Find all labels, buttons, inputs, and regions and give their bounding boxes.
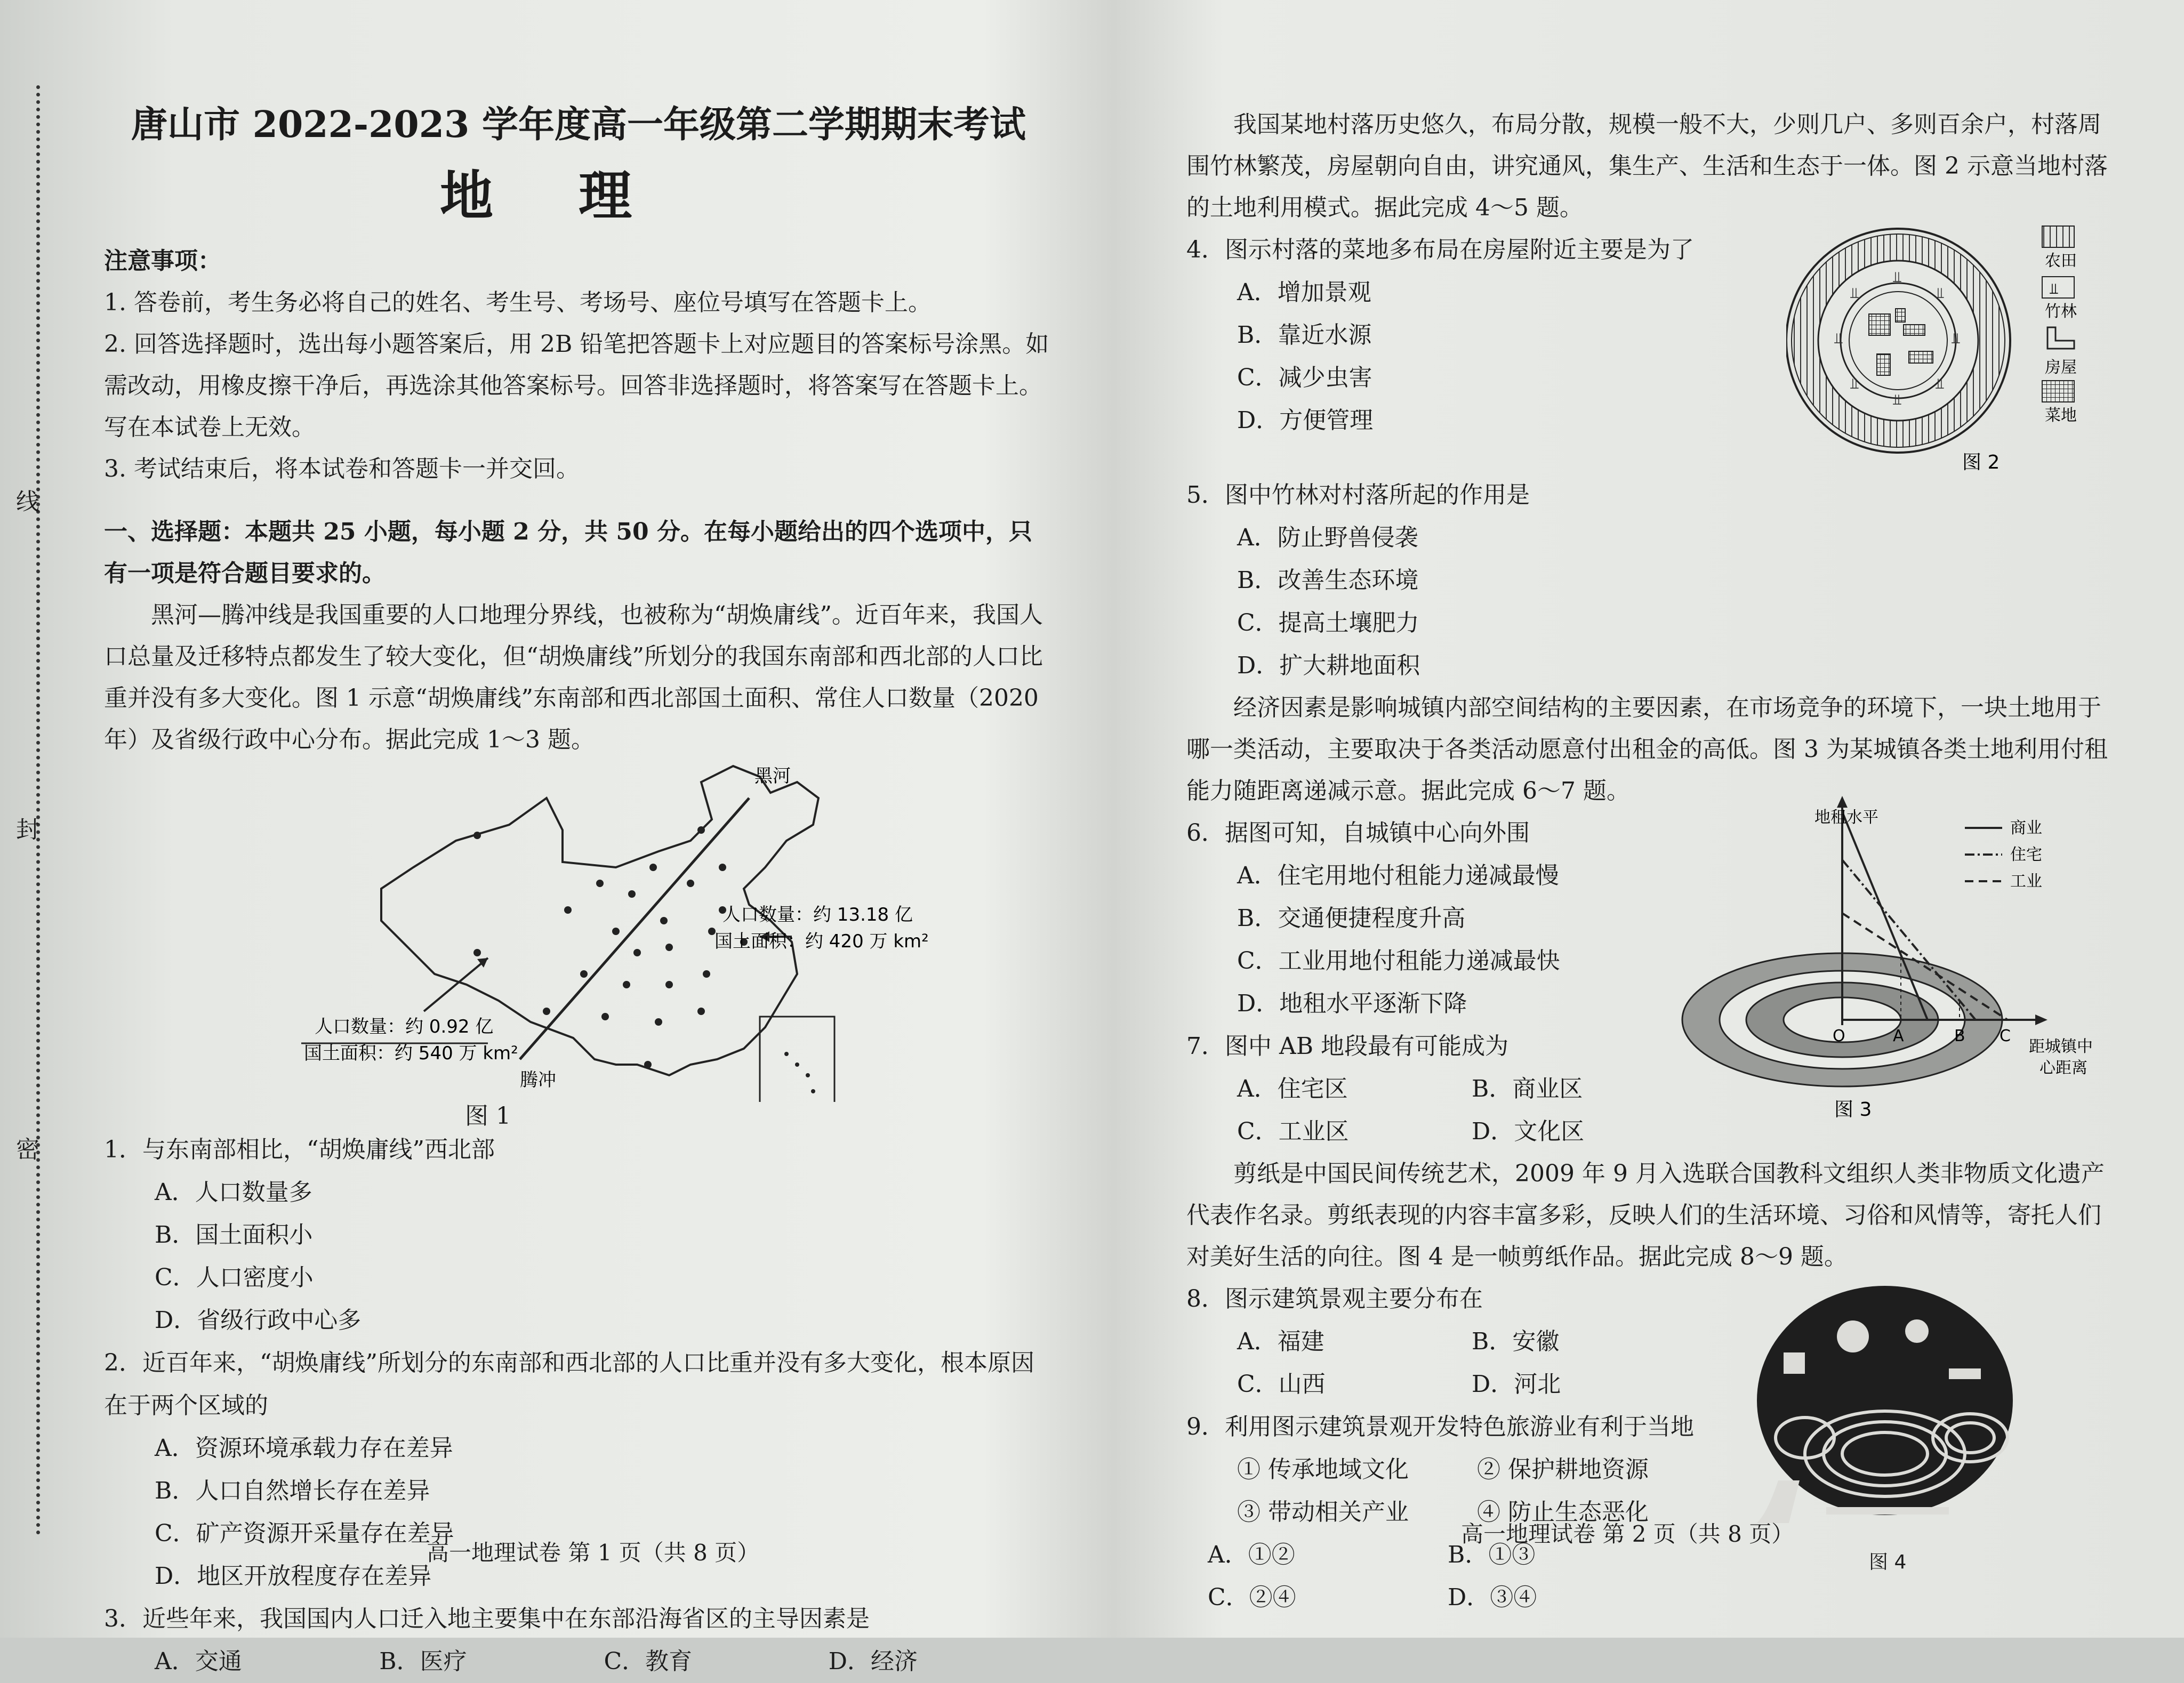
svg-text:⫫: ⫫ <box>1834 329 1843 347</box>
hu-huanyong-line <box>520 798 749 1059</box>
q4-option-d[interactable]: D．方便管理 <box>1237 407 1374 434</box>
fig3-legend-commercial: 商业 <box>2010 819 2042 838</box>
fig2-legend-farmland: 农田 <box>2045 252 2077 270</box>
svg-text:⫫: ⫫ <box>1893 391 1901 408</box>
q2-stem: 2．近百年来，“胡焕庸线”所划分的东南部和西北部的人口比重并没有多大变化，根本原因在于两个区域的 <box>104 1349 1034 1419</box>
svg-text:⫫: ⫫ <box>1952 329 1960 347</box>
q9-stem: 9．利用图示建筑景观开发特色旅游业有利于当地 <box>1186 1413 1694 1440</box>
svg-text:⫫: ⫫ <box>1850 375 1859 392</box>
q6-option-c[interactable]: C．工业用地付租能力递减最快 <box>1237 947 1560 975</box>
q2-option-c[interactable]: C．矿产资源开采量存在差异 <box>155 1520 454 1547</box>
figure-2 <box>1786 218 2106 474</box>
q9-option-d[interactable]: D．③④ <box>1448 1584 1537 1611</box>
q5-option-a[interactable]: A．防止野兽侵袭 <box>1237 524 1418 551</box>
q3-option-c[interactable]: C．教育 <box>604 1648 693 1675</box>
q6-option-d[interactable]: D．地租水平逐渐下降 <box>1237 990 1467 1017</box>
fig3-legend-residential: 住宅 <box>2010 845 2042 864</box>
q5-stem: 5．图中竹林对村落所起的作用是 <box>1186 481 1530 509</box>
q9-option-b[interactable]: B．①③ <box>1448 1541 1536 1568</box>
page-2 <box>1186 104 2109 1611</box>
fig3-xlabel-1: 距城镇中 <box>2029 1037 2093 1056</box>
passage-4: 剪纸是中国民间传统艺术，2009 年 9 月入选联合国教科文组织人类非物质文化遗产代表作名录。剪纸表现的内容丰富多彩，反映人们的生活环境、习俗和风情等，寄托人们对美好生活的向往。图 4 是一帧剪纸作品。据此完成 8～9 题。 <box>1186 1160 2105 1270</box>
q2-option-d[interactable]: D．地区开放程度存在差异 <box>155 1563 432 1590</box>
side-mark-mi: 密 <box>16 1136 39 1163</box>
q8-options <box>1186 1320 1717 1406</box>
label-se-pop: 人口数量：约 13.18 亿 <box>722 904 913 925</box>
fig3-xlabel-2: 心距离 <box>2040 1059 2087 1077</box>
q7-stem: 7．图中 AB 地段最有可能成为 <box>1186 1033 1509 1060</box>
q2-option-a[interactable]: A．资源环境承载力存在差异 <box>155 1435 453 1462</box>
figure-2-caption: 图 2 <box>1962 452 2000 473</box>
q7-option-a[interactable]: A．住宅区 <box>1237 1075 1348 1102</box>
q9-statement-1: ① 传承地域文化 <box>1237 1456 1409 1483</box>
fig3-ylabel: 地租水平 <box>1814 808 1878 827</box>
fig3-point-b: B <box>1954 1027 1965 1045</box>
notice-2: 2. 回答选择题时，选出每小题答案后，用 2B 铅笔把答题卡上对应题目的答案标号涂黑。如需改动，用橡皮擦干净后，再选涂其他答案标号。回答非选择题时，将答案写在答题卡上。写在本试卷上无效。 <box>104 331 1049 441</box>
section-title: 一、选择题：本题共 25 小题，每小题 2 分，共 50 分。在每小题给出的四个选项中，只有一项是符合题目要求的。 <box>104 518 1032 587</box>
q1-options <box>104 1171 1053 1342</box>
svg-text:⫫: ⫫ <box>1850 284 1859 302</box>
fig2-legend-vegetable: 菜地 <box>2045 406 2077 425</box>
q3-stem: 3．近些年来，我国国内人口迁入地主要集中在东部沿海省区的主导因素是 <box>104 1605 870 1632</box>
q9-statement-2: ② 保护耕地资源 <box>1477 1456 1649 1483</box>
q1-stem: 1．与东南部相比，“胡焕庸线”西北部 <box>104 1136 495 1163</box>
q3-option-b[interactable]: B．医疗 <box>379 1648 467 1675</box>
svg-text:⫫: ⫫ <box>2050 280 2058 297</box>
q1-option-a[interactable]: A．人口数量多 <box>155 1179 312 1206</box>
notice-1: 1. 答卷前，考生务必将自己的姓名、考生号、考场号、座位号填写在答题卡上。 <box>104 289 932 316</box>
passage-3: 经济因素是影响城镇内部空间结构的主要因素，在市场竞争的环境下，一块土地用于哪一类活动，主要取决于各类活动愿意付出租金的高低。图 3 为某城镇各类土地利用付租能力随距离递减示意。据此完成 6～7 题。 <box>1186 694 2108 804</box>
q4-block <box>1186 229 2109 474</box>
notice-title: 注意事项： <box>104 247 221 275</box>
q2-options <box>104 1427 1053 1598</box>
q8-option-c[interactable]: C．山西 <box>1237 1371 1326 1398</box>
side-mark-feng: 封 <box>16 816 39 843</box>
svg-text:⫫: ⫫ <box>1893 268 1901 286</box>
label-tengchong: 腾冲 <box>520 1069 556 1091</box>
q9-statement-3: ③ 带动相关产业 <box>1237 1499 1409 1526</box>
fig2-legend-bamboo: 竹林 <box>2045 302 2077 321</box>
figure-1 <box>104 761 1053 1129</box>
q3-option-d[interactable]: D．经济 <box>828 1648 918 1675</box>
q4-option-c[interactable]: C．减少虫害 <box>1237 364 1372 391</box>
fig3-point-a: A <box>1893 1027 1904 1045</box>
q1-option-d[interactable]: D．省级行政中心多 <box>155 1307 362 1334</box>
figure-4-caption: 图 4 <box>1869 1551 1907 1573</box>
q8-option-b[interactable]: B．安徽 <box>1472 1328 1560 1355</box>
q9-option-a[interactable]: A．①② <box>1208 1541 1295 1568</box>
q1-option-b[interactable]: B．国土面积小 <box>155 1221 313 1249</box>
q3-options <box>104 1640 1053 1683</box>
q5-option-b[interactable]: B．改善生态环境 <box>1237 567 1419 594</box>
page-1-footer: 高一地理试卷 第 1 页（共 8 页） <box>427 1540 760 1566</box>
passage-1: 黑河—腾冲线是我国重要的人口地理分界线，也被称为“胡焕庸线”。近百年来，我国人口总量及迁移特点都发生了较大变化，但“胡焕庸线”所划分的我国东南部和西北部的人口比重并没有多大变化。图 1 示意“胡焕庸线”东南部和西北部国土面积、常住人口数量（2020 年）及省级行政中心分布。据此完成 1～3 题。 <box>104 601 1043 753</box>
label-nw-pop: 人口数量：约 0.92 亿 <box>315 1016 494 1037</box>
passage-2: 我国某地村落历史悠久，布局分散，规模一般不大，少则几户、多则百余户，村落周围竹林繁茂，房屋朝向自由，讲究通风，集生产、生活和生态于一体。图 2 示意当地村落的土地利用模式。据此完成 4～5 题。 <box>1186 111 2108 221</box>
fig2-legend-house: 房屋 <box>2045 358 2077 377</box>
q7-options <box>1186 1068 1717 1153</box>
q5-option-c[interactable]: C．提高土壤肥力 <box>1237 609 1419 637</box>
q7-option-c[interactable]: C．工业区 <box>1237 1118 1349 1145</box>
fig3-legend-industrial: 工业 <box>2010 872 2042 891</box>
fig3-point-c: C <box>2000 1027 2011 1045</box>
exam-title: 唐山市 2022-2023 学年度高一年级第二学期期末考试 <box>131 103 1026 146</box>
side-mark-xian: 线 <box>16 488 39 516</box>
south-china-sea-inset <box>760 1017 834 1102</box>
page-2-footer: 高一地理试卷 第 2 页（共 8 页） <box>1461 1521 1794 1547</box>
q9-statement-4: ④ 防止生态恶化 <box>1477 1499 1649 1526</box>
svg-text:⫫: ⫫ <box>1936 284 1944 302</box>
q6-q7-block <box>1186 808 2109 1153</box>
subject-title: 地理 <box>440 164 717 227</box>
svg-text:⫫: ⫫ <box>1936 375 1944 392</box>
q6-option-b[interactable]: B．交通便捷程度升高 <box>1237 905 1466 932</box>
q7-option-d[interactable]: D．文化区 <box>1472 1118 1585 1145</box>
q4-option-a[interactable]: A．增加景观 <box>1237 279 1371 306</box>
q7-option-b[interactable]: B．商业区 <box>1472 1075 1583 1102</box>
q4-option-b[interactable]: B．靠近水源 <box>1237 321 1372 349</box>
figure-3 <box>1677 791 2109 1132</box>
label-heihe: 黑河 <box>754 766 791 787</box>
q6-stem: 6．据图可知，自城镇中心向外围 <box>1186 819 1530 847</box>
q5-option-d[interactable]: D．扩大耕地面积 <box>1237 652 1420 679</box>
q1-option-c[interactable]: C．人口密度小 <box>155 1264 314 1291</box>
q4-stem: 4．图示村落的菜地多布局在房屋附近主要是为了 <box>1186 236 1694 263</box>
label-se-area: 国土面积：约 420 万 km² <box>714 931 929 952</box>
q3-option-a[interactable]: A．交通 <box>155 1648 242 1675</box>
fig3-point-o: O <box>1833 1027 1845 1045</box>
q6-option-a[interactable]: A．住宅用地付租能力递减最慢 <box>1237 862 1559 889</box>
page-1 <box>104 96 1053 1683</box>
label-nw-area: 国土面积：约 540 万 km² <box>304 1043 518 1064</box>
q9-option-c[interactable]: C．②④ <box>1208 1584 1296 1611</box>
q8-option-d[interactable]: D．河北 <box>1472 1371 1561 1398</box>
q5-options <box>1186 517 2109 687</box>
figure-3-caption: 图 3 <box>1834 1099 1872 1121</box>
q8-option-a[interactable]: A．福建 <box>1237 1328 1324 1355</box>
figure-1-caption: 图 1 <box>465 1102 511 1130</box>
q2-option-b[interactable]: B．人口自然增长存在差异 <box>155 1477 430 1504</box>
china-map <box>104 761 1053 1102</box>
notice-3: 3. 考试结束后，将本试卷和答题卡一并交回。 <box>104 455 580 482</box>
q8-stem: 8．图示建筑景观主要分布在 <box>1186 1285 1483 1312</box>
